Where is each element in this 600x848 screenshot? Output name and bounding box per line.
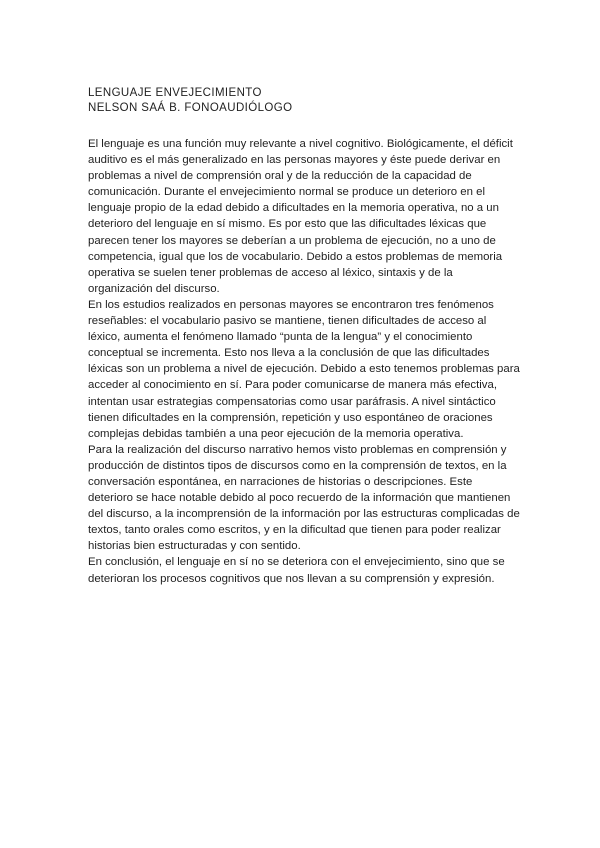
document-heading <box>88 86 528 116</box>
document-author: NELSON SAÁ B. FONOAUDIÓLOGO <box>88 102 293 114</box>
paragraph-3: Para la realización del discurso narrativo hemos visto problemas en comprensión y producción de distintos tipos de discursos como en la comprensión de textos, en la conversación espontánea, en narraciones de historias o descripciones. Este deterioro se hace notable debido al poco recuerdo de la información que mantienen del discurso, a la incomprensión de la información por las estructuras complicadas de textos, tanto orales como escritos, y en la dificultad que tienen para poder realizar historias bien estructuradas y con sentido. <box>88 443 520 553</box>
document-body <box>88 136 520 587</box>
paragraph-2: En los estudios realizados en personas mayores se encontraron tres fenómenos reseñables: el vocabulario pasivo se mantiene, tienen dificultades de acceso al léxico, aumenta el fenómeno llamado “punta de la lengua” y el conocimiento conceptual se incrementa. Esto nos lleva a la conclusión de que las dificultades léxicas son un problema a nivel de ejecución. Debido a esto tenemos problemas para acceder al conocimiento en sí. Para poder comunicarse de manera más efectiva, intentan usar estrategias compensatorias como usar paráfrasis. A nivel sintáctico tienen dificultades en la comprensión, repetición y uso espontáneo de oraciones complejas debidas también a una peor ejecución de la memoria operativa. <box>88 298 520 440</box>
paragraph-4: En conclusión, el lenguaje en sí no se deteriora con el envejecimiento, sino que se deterioran los procesos cognitivos que nos llevan a su comprensión y expresión. <box>88 556 505 585</box>
paragraph-1: El lenguaje es una función muy relevante a nivel cognitivo. Biológicamente, el déficit auditivo es el más generalizado en las personas mayores y éste puede derivar en problemas a nivel de comprensión oral y de la reducción de la capacidad de comunicación. Durante el envejecimiento normal se produce un deterioro en el lenguaje propio de la edad debido a dificultades en la memoria operativa, no a un deterioro del lenguaje en sí mismo. Es por esto que las dificultades léxicas que parecen tener los mayores se deberían a un problema de ejecución, no a uno de competencia, igual que los de vocabulario. Debido a estos problemas de memoria operativa se suelen tener problemas de acceso al léxico, sintaxis y de la organización del discurso. <box>88 138 513 295</box>
document-title: LENGUAJE ENVEJECIMIENTO <box>88 87 262 99</box>
